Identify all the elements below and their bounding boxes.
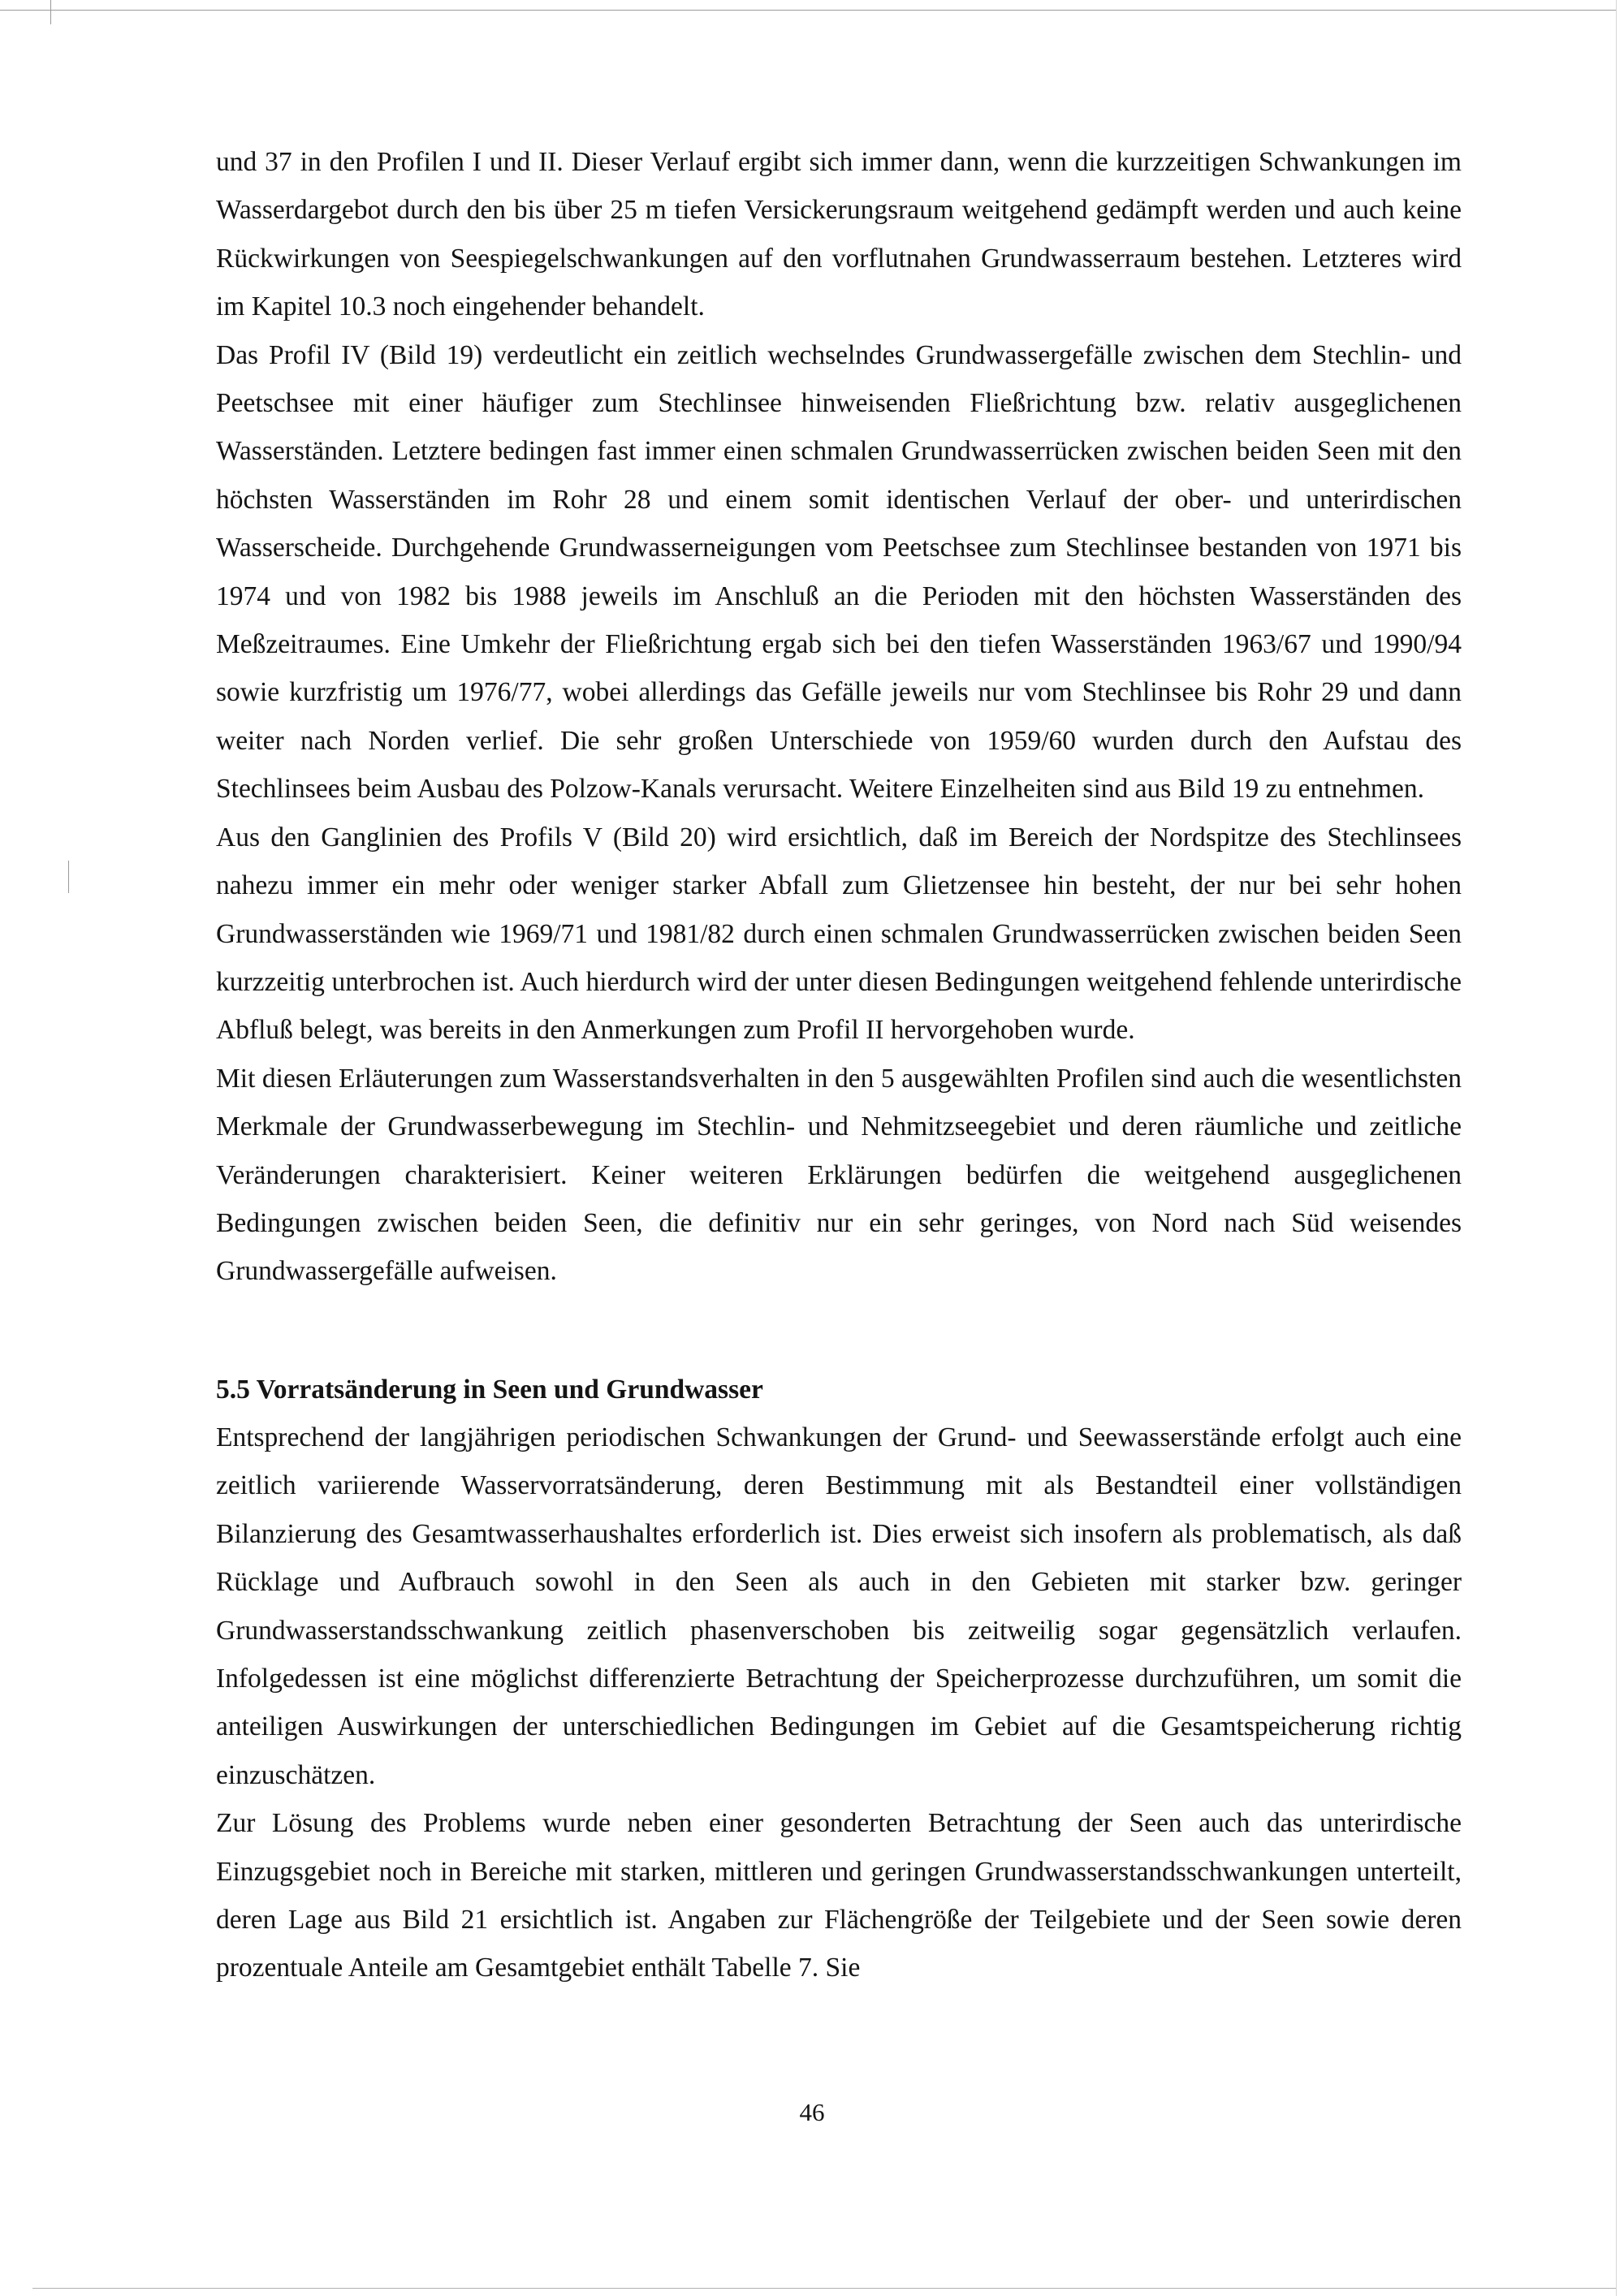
body-text-intro <box>216 138 1462 1296</box>
paragraph-profiles-1-2: und 37 in den Profilen I und II. Dieser Verlauf ergibt sich immer dann, wenn die kurzzeitigen Schwankungen im Wasserdargebot durch den bis über 25 m tiefen Versickerungsraum weitgehend gedämpft werden und auch keine Rückwirkungen von Seespiegelschwankungen auf den vorflutnahen Grundwasserraum bestehen. Letzteres wird im Kapitel 10.3 noch eingehender behandelt. <box>216 147 1462 322</box>
scan-border-bottom <box>32 2288 1616 2289</box>
scan-border-top <box>0 10 1616 11</box>
paragraph-problem-loesung: Zur Lösung des Problems wurde neben einer gesonderten Betrachtung der Seen auch das unterirdische Einzugsgebiet noch in Bereiche mit starken, mittleren und geringen Grundwasserstandsschwankungen unterteilt, deren Lage aus Bild 21 ersichtlich ist. Angaben zur Flächengröße der Teilgebiete und der Seen sowie deren prozentuale Anteile am Gesamtgebiet enthält Tabelle 7. Sie <box>216 1808 1462 1983</box>
paragraph-vorratsaenderung: Entsprechend der langjährigen periodischen Schwankungen der Grund- und Seewasserstände erfolgt auch eine zeitlich variierende Wasservorratsänderung, deren Bestimmung mit als Bestandteil einer vollständigen Bilanzierung des Gesamtwasserhaushaltes erforderlich ist. Dies erweist sich insofern als problematisch, als daß Rücklage und Aufbrauch sowohl in den Seen als auch in den Gebieten mit starker bzw. geringer Grundwasserstandsschwankung zeitlich phasenverschoben bis zeitweilig sogar gegensätzlich verlaufen. Infolgedessen ist eine möglichst differenzierte Betrachtung der Speicherprozesse durchzuführen, um somit die anteiligen Auswirkungen der unterschiedlichen Bedingungen im Gebiet auf die Gesamtspeicherung richtig einzuschätzen. <box>216 1422 1462 1790</box>
scan-border-left <box>50 0 51 24</box>
section-heading-5-5: 5.5 Vorratsänderung in Seen und Grundwasser <box>216 1375 763 1405</box>
scan-border-right <box>1616 0 1617 2296</box>
page-number: 46 <box>799 2098 825 2126</box>
paragraph-summary: Mit diesen Erläuterungen zum Wasserstandsverhalten in den 5 ausgewählten Profilen sind auch die wesentlichsten Merkmale der Grundwasserbewegung im Stechlin- und Nehmitzseegebiet und deren räumliche und zeitliche Veränderungen charakterisiert. Keiner weiteren Erklärungen bedürfen die weitgehend ausgeglichenen Bedingungen zwischen beiden Seen, die definitiv nur ein sehr geringes, von Nord nach Süd weisendes Grundwassergefälle aufweisen. <box>216 1063 1462 1287</box>
paragraph-profile-4: Das Profil IV (Bild 19) verdeutlicht ein zeitlich wechselndes Grundwassergefälle zwischen dem Stechlin- und Peetschsee mit einer häufiger zum Stechlinsee hinweisenden Fließrichtung bzw. relativ ausgeglichenen Wasserständen. Letztere bedingen fast immer einen schmalen Grundwasserrücken zwischen beiden Seen mit den höchsten Wasserständen im Rohr 28 und einem somit identischen Verlauf der ober- und unterirdischen Wasserscheide. Durchgehende Grundwasserneigungen vom Peetschsee zum Stechlinsee bestanden von 1971 bis 1974 und von 1982 bis 1988 jeweils im Anschluß an die Perioden mit den höchsten Wasserständen des Meßzeitraumes. Eine Umkehr der Fließrichtung ergab sich bei den tiefen Wasserständen 1963/67 und 1990/94 sowie kurzfristig um 1976/77, wobei allerdings das Gefälle jeweils nur vom Stechlinsee bis Rohr 29 und dann weiter nach Norden verlief. Die sehr großen Unterschiede von 1959/60 wurden durch den Aufstau des Stechlinsees beim Ausbau des Polzow-Kanals verursacht. Weitere Einzelheiten sind aus Bild 19 zu entnehmen. <box>216 339 1462 805</box>
body-text-section-5-5 <box>216 1413 1462 1992</box>
paragraph-profile-5: Aus den Ganglinien des Profils V (Bild 20) wird ersichtlich, daß im Bereich der Nordspitze des Stechlinsees nahezu immer ein mehr oder weniger starker Abfall zum Glietzensee hin besteht, der nur bei sehr hohen Grundwasserständen wie 1969/71 und 1981/82 durch einen schmalen Grundwasserrücken zwischen beiden Seen kurzzeitig unterbrochen ist. Auch hierdurch wird der unter diesen Bedingungen weitgehend fehlende unterirdische Abfluß belegt, was bereits in den Anmerkungen zum Profil II hervorgehoben wurde. <box>216 822 1462 1046</box>
scan-border-left-lower <box>68 861 69 893</box>
